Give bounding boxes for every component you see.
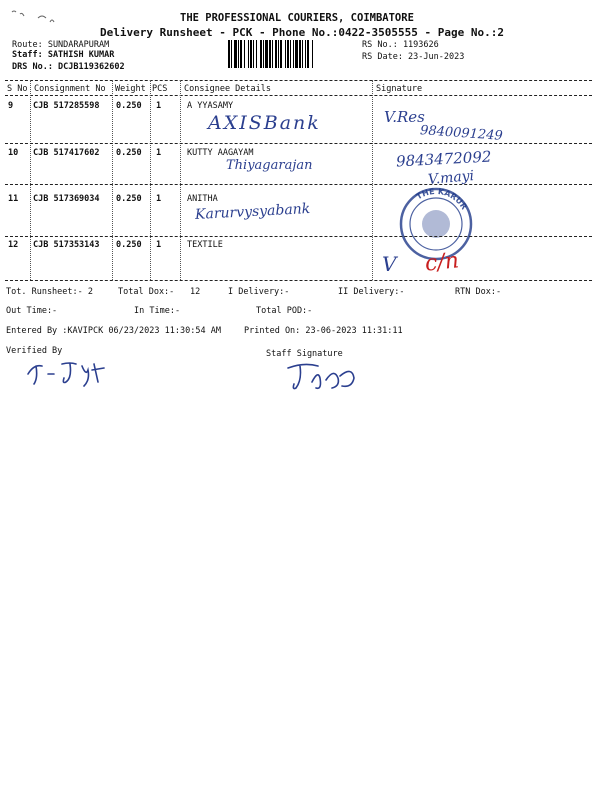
row-consignee: KUTTY AAGAYAM xyxy=(187,148,254,158)
col-header-sno: S No xyxy=(7,84,28,94)
in-time: In Time:- xyxy=(134,306,181,316)
route-label: Route: SUNDARAPURAM xyxy=(12,40,110,50)
row-weight: 0.250 xyxy=(116,148,142,158)
report-subtitle: Delivery Runsheet - PCK - Phone No.:0422-3505555 - Page No.:2 xyxy=(100,26,504,39)
rtn-dox: RTN Dox:- xyxy=(455,287,502,297)
col-divider xyxy=(150,80,151,280)
barcode-bar xyxy=(244,40,245,68)
report-title: THE PROFESSIONAL COURIERS, COIMBATORE xyxy=(180,12,414,24)
barcode-bar xyxy=(265,40,268,68)
row-pcs: 1 xyxy=(156,194,162,204)
barcode-bar xyxy=(278,40,279,68)
total-runsheet: Tot. Runsheet:- 2 xyxy=(6,287,93,297)
table-header-rule xyxy=(5,95,592,96)
barcode-bar xyxy=(287,40,289,68)
printed-on: Printed On: 23-06-2023 11:31:11 xyxy=(244,326,403,336)
handwritten-consignee: Thiyagarajan xyxy=(226,158,313,173)
barcode-bar xyxy=(256,40,257,68)
barcode-bar xyxy=(293,40,294,68)
drs-number: DRS No.: DCJB119362602 xyxy=(12,62,125,72)
staff-signature xyxy=(282,360,358,394)
total-dox-value: 12 xyxy=(190,287,201,297)
handwritten-signature: V.mayi xyxy=(427,168,475,188)
total-dox-label: Total Dox:- xyxy=(118,287,175,297)
row-consignment: CJB 517353143 xyxy=(33,240,100,250)
row-consignment: CJB 517369034 xyxy=(33,194,100,204)
row-pcs: 1 xyxy=(156,148,162,158)
row-sno: 12 xyxy=(8,240,19,250)
row-weight: 0.250 xyxy=(116,101,142,111)
i-delivery: I Delivery:- xyxy=(228,287,290,297)
staff-label: Staff: SATHISH KUMAR xyxy=(12,50,115,60)
row-consignee: ANITHA xyxy=(187,194,218,204)
handwritten-phone: 9840091249 xyxy=(419,123,504,144)
row-consignment: CJB 517285598 xyxy=(33,101,100,111)
barcode-bar xyxy=(305,40,306,68)
barcode-bar xyxy=(299,40,301,68)
col-header-consignment: Consignment No xyxy=(34,84,106,94)
handwritten-signature: V xyxy=(382,252,397,276)
handwritten-signature: V.Res xyxy=(384,108,425,126)
barcode-bar xyxy=(302,40,303,68)
row-pcs: 1 xyxy=(156,101,162,111)
row-consignment: CJB 517417602 xyxy=(33,148,100,158)
barcode-bar xyxy=(312,40,313,68)
col-header-weight: Weight xyxy=(115,84,146,94)
stamp-text: THE KARUR xyxy=(414,186,469,212)
barcode-bar xyxy=(228,40,230,68)
barcode-bar xyxy=(295,40,298,68)
row-rule xyxy=(5,143,592,144)
staff-signature-label: Staff Signature xyxy=(266,349,343,359)
rs-number: RS No.: 1193626 xyxy=(362,40,439,50)
rs-date: RS Date: 23-Jun-2023 xyxy=(362,52,465,62)
corner-smudge xyxy=(8,6,58,28)
row-rule xyxy=(5,236,592,237)
barcode-bar xyxy=(260,40,262,68)
out-time: Out Time:- xyxy=(6,306,58,316)
verified-by-label: Verified By xyxy=(6,346,63,356)
barcode-bar xyxy=(285,40,286,68)
col-header-consignee: Consignee Details xyxy=(184,84,271,94)
row-sno: 10 xyxy=(8,148,19,158)
table-bottom-rule xyxy=(5,280,592,281)
barcode-bar xyxy=(238,40,239,68)
col-header-signature: Signature xyxy=(376,84,423,94)
verifier-signature xyxy=(24,356,110,388)
row-sno: 9 xyxy=(8,101,14,111)
col-header-pcs: PCS xyxy=(152,84,168,94)
entered-by: Entered By :KAVIPCK 06/23/2023 11:30:54 AM xyxy=(6,326,221,336)
handwritten-consignee: Karurvysyabank xyxy=(194,200,311,224)
barcode-bar xyxy=(250,40,252,68)
total-pod: Total POD:- xyxy=(256,306,313,316)
handwritten-note-red: c/n xyxy=(423,248,461,277)
row-pcs: 1 xyxy=(156,240,162,250)
table-top-rule xyxy=(5,80,592,81)
barcode xyxy=(228,40,356,68)
barcode-bar xyxy=(263,40,264,68)
ii-delivery: II Delivery:- xyxy=(338,287,405,297)
row-weight: 0.250 xyxy=(116,240,142,250)
handwritten-consignee: AXISBank xyxy=(208,112,321,134)
barcode-bar xyxy=(280,40,282,68)
barcode-bar xyxy=(272,40,273,68)
barcode-bar xyxy=(240,40,242,68)
barcode-bar xyxy=(231,40,232,68)
col-divider xyxy=(180,80,181,280)
col-divider xyxy=(30,80,31,280)
row-rule xyxy=(5,184,592,185)
barcode-bar xyxy=(234,40,237,68)
barcode-bar xyxy=(253,40,254,68)
row-weight: 0.250 xyxy=(116,194,142,204)
barcode-bar xyxy=(275,40,277,68)
barcode-bar xyxy=(290,40,291,68)
row-consignee: A YYASAMY xyxy=(187,101,234,111)
row-sno: 11 xyxy=(8,194,19,204)
barcode-bar xyxy=(248,40,249,68)
col-divider xyxy=(372,80,373,280)
handwritten-phone: 9843472092 xyxy=(395,147,492,171)
barcode-bar xyxy=(307,40,309,68)
barcode-bar xyxy=(269,40,271,68)
col-divider xyxy=(112,80,113,280)
row-consignee: TEXTILE xyxy=(187,240,223,250)
